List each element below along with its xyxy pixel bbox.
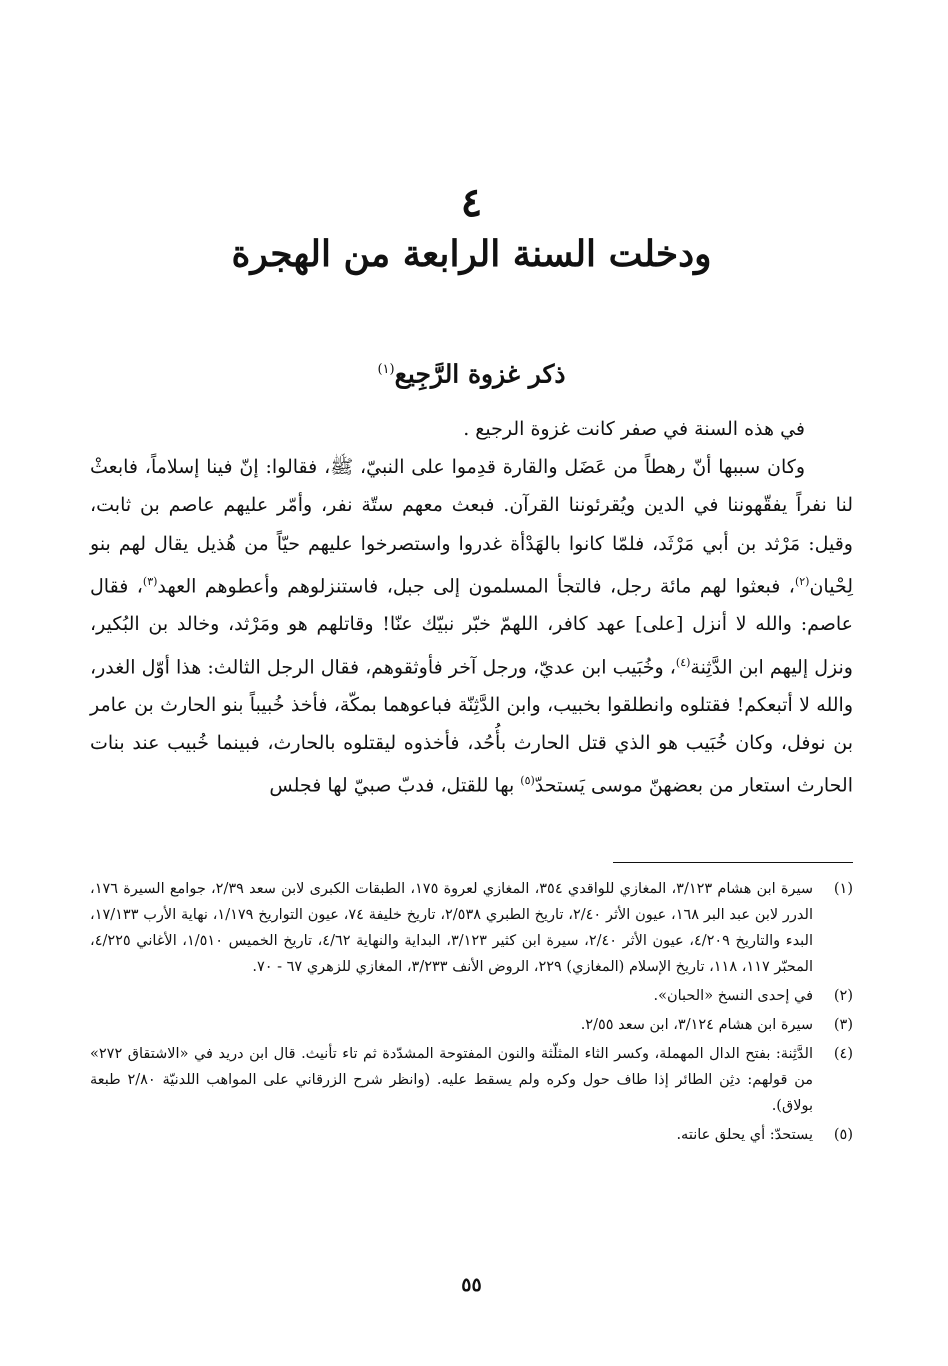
footnote-ref-5: (٥) <box>520 774 535 788</box>
paragraph-2-part-2: ، فبعثوا لهم مائة رجل، فالتجأ المسلمون إلى جبل، فاستنزلوهم وأعطوهم العهد <box>157 575 795 598</box>
page-number: ٥٥ <box>461 1274 482 1296</box>
footnote-number: (٢) <box>833 988 853 1004</box>
footnote-text: الدَّثِنة: بفتح الدال المهملة، وكسر الثاء المثلّثة والنون المفتوحة المشدّدة ثم تاء تأنيث. قال ابن دريد في «الاشتقاق ٢٧٢» من قولهم: دثِن الطائر إذا طاف حول وكره ولم يسقط عليه. (وانظر شرح الزرقاني على المواهب اللدنيّة ٢/٨٠ طبعة بولاق). <box>90 1046 813 1114</box>
footnote-text: يستحدّ: أي يحلق عانته. <box>676 1127 813 1143</box>
footnote-number: (٤) <box>833 1046 853 1062</box>
footnote-5 <box>90 1122 853 1148</box>
chapter-title: ودخلت السنة الرابعة من الهجرة <box>231 233 712 275</box>
footnote-1 <box>90 876 853 980</box>
paragraph-2-part-3: ، فقال عاصم: والله لا أنزل [على] عهد كافر، اللهمّ خبّر نبيّك عنّا! وقاتلهم هو ومَرْثد، وخالد بن البُكير، ونزل إليهم ابن الدَّثِنة <box>90 575 853 678</box>
footnote-text: سيرة ابن هشام ٣/١٢٤، ابن سعد ٢/٥٥. <box>580 1017 813 1033</box>
footnote-ref-3: (٣) <box>142 574 158 588</box>
footnotes <box>90 876 853 1151</box>
footnote-ref-4: (٤) <box>675 655 691 669</box>
footnote-divider <box>613 862 853 863</box>
paragraph-1: في هذه السنة في صفر كانت غزوة الرجيع . <box>463 418 805 440</box>
paragraph-2-part-5: بها للقتل، فدبّ صبيّ لها فجلس <box>269 774 521 797</box>
footnote-text: سيرة ابن هشام ٣/١٢٣، المغازي للواقدي ٣٥٤، المغازي لعروة ١٧٥، الطبقات الكبرى لابن سعد ٢/٣٩، جوامع السيرة ١٧٦، الدرر لابن عبد البر ١٦٨، عيون الأثر ٢/٤٠، تاريخ الطبري ٢/٥٣٨، تاريخ خليفة ٧٤، عيون التواريخ ١/١٧٩، نهاية الأرب ١٧/١٣٣، البدء والتاريخ ٤/٢٠٩، عيون الأثر ٢/٤٠، سيرة ابن كثير ٣/١٢٣، البداية والنهاية ٤/٦٢، تاريخ الخميس ١/٥١٠، الأغاني ٤/٢٢٥، المحبّر ١١٧، ١١٨، تاريخ الإسلام (المغازي) ٢٢٩، الروض الأنف ٣/٢٣٣، المغازي للزهري ٦٧ - ٧٠. <box>90 881 814 975</box>
footnote-3 <box>90 1012 853 1038</box>
footnote-4 <box>90 1041 853 1119</box>
paragraph-2-part-1: وكان سببها أنّ رهطاً من عَضَل والقارة قدِموا على النبيّ، ﷺ، فقالوا: إنّ فينا إسلاماً، فابعثْ لنا نفراً يفقّهوننا في الدين ويُقرئوننا القرآن. فبعث معهم ستّة نفر، وأمّر عليهم عاصم بن ثابت، وقيل: مَرْثد بن أبي مَرْثَد، فلمّا كانوا بالهَدْأة غدروا واستصرخوا عليهم حيّاً من هُذيل يقال لهم بنو لِحْيان <box>90 456 853 598</box>
section-title <box>90 350 853 394</box>
footnote-text: في إحدى النسخ «الحبان». <box>653 988 813 1004</box>
paragraph-2-part-4: ، وخُبَيب ابن عديّ، ورجل آخر فأوثقوهم، فقال الرجل الثالث: هذا أوّل الغدر، والله لا أتبعكم! فقتلوه وانطلقوا بخبيب، وابن الدَّثِنّة فباعوهما بمكّة، فأخذ خُبيباً بنو الحارث بن عامر بن نوفل، وكان خُبَيب هو الذي قتل الحارث بأُحُد، فأخذوه ليقتلوه بالحارث، فبينما خُبيب عند بنات الحارث استعار من بعضهنّ موسى يَستحدّ <box>90 655 853 797</box>
footnote-ref-1: (١) <box>377 362 395 377</box>
footnote-ref-2: (٢) <box>794 574 810 588</box>
chapter-number: ٤ <box>460 179 483 226</box>
paragraph-2 <box>90 448 853 805</box>
book-page <box>90 0 853 1366</box>
body-text <box>90 410 853 805</box>
footnote-number: (٣) <box>833 1017 853 1033</box>
footnote-number: (٥) <box>833 1127 853 1143</box>
section-title-text: ذكر غزوة الرَّجِيع <box>394 359 566 389</box>
footnote-number: (١) <box>833 881 853 897</box>
footnote-2 <box>90 983 853 1009</box>
